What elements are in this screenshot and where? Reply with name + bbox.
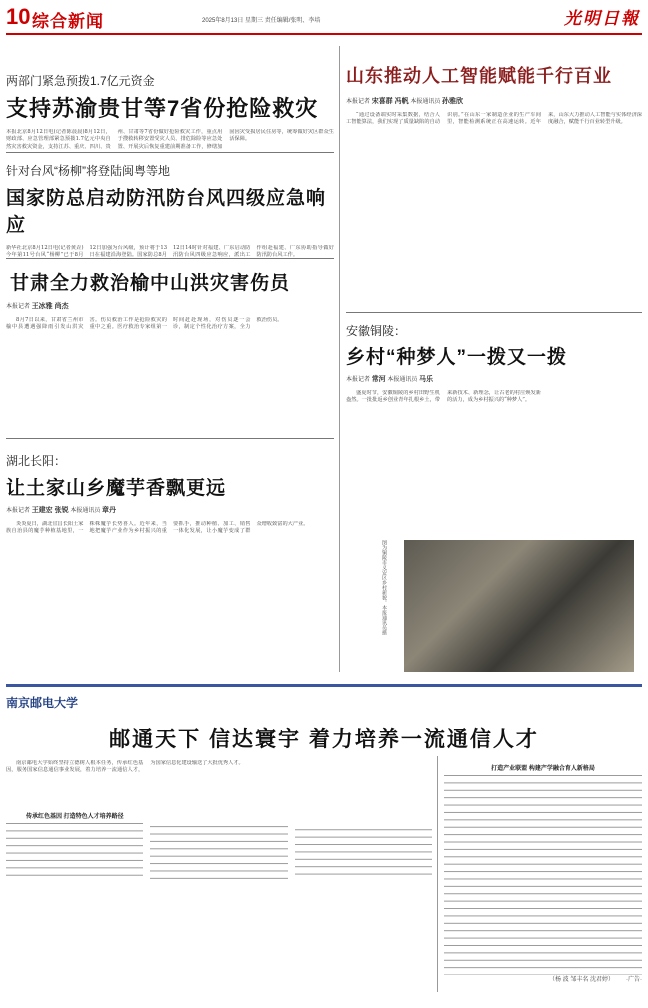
article-headline: 甘肃全力救治榆中山洪灾害伤员 xyxy=(10,273,291,294)
article-body: 新华社北京8月12日电(记者黄垚)今年第11号台风“杨柳”已于8月12日加强为台风级，预计将于13日在福建沿海登陆。国家防总8月12日14时针对福建、广东启动防汛防台风四级应急响应，派出工作组赴福建、广东协助指导做好防汛防台风工作。 xyxy=(6,245,334,259)
article-headline: 支持苏渝贵甘等7省份抢险救灾 xyxy=(6,96,319,121)
article-byline xyxy=(6,505,334,515)
divider xyxy=(6,152,334,153)
feature-text-lines xyxy=(444,775,642,975)
date-line: 2025年8月13日 星期三 责任编辑/张明、李培 xyxy=(202,18,321,24)
article-gansu xyxy=(6,268,334,463)
feature-institution: 南京邮电大学 xyxy=(6,696,79,710)
byline-intern: 马乐 xyxy=(419,376,434,383)
byline-label: 本报记者 xyxy=(346,377,371,383)
divider xyxy=(6,438,334,439)
divider xyxy=(6,258,334,259)
article-hubei xyxy=(6,452,334,706)
article-paragraph: 盛夏时节，安徽铜陵的乡村田野生机盎然。一批批返乡创业青年扎根乡土，带来新技术、新理念，让古老的村庄焕发新的活力，成为乡村振兴的“种梦人”。 xyxy=(346,390,541,404)
feature-subhead: 传承红色基因 打造特色人才培养路径 xyxy=(26,814,124,820)
photo-caption xyxy=(380,540,400,672)
feature-signature: （杨 波 邹丰名 沈君婷） xyxy=(548,977,614,983)
feature-body xyxy=(6,760,432,808)
article-body xyxy=(6,521,334,706)
article-body xyxy=(6,317,334,463)
photo-caption-text: 图为铜陵市义安区乡村新貌。本报通讯员摄 xyxy=(381,540,387,635)
article-typhoon xyxy=(6,162,334,279)
byline-names: 常河 xyxy=(371,376,386,383)
ad-tag: ·广告· xyxy=(626,977,642,983)
byline-intern: 孙雅欣 xyxy=(442,98,463,105)
section-title: 综合新闻 xyxy=(32,12,104,31)
feature-body-right xyxy=(444,760,642,983)
feature-paragraph: 南京邮电大学始终坚持立德树人根本任务，传承红色基因，服务国家信息通信事业发展，着力培养一流通信人才，为国家信息化建设输送了大批优秀人才。 xyxy=(6,760,244,774)
article-shandong xyxy=(346,62,642,302)
column-divider xyxy=(339,46,340,672)
article-headline: 山东推动人工智能赋能千行百业 xyxy=(346,66,612,86)
article-kicker: 针对台风“杨柳”将登陆闽粤等地 xyxy=(6,164,170,178)
byline-names: 王建宏 张锐 xyxy=(31,507,69,514)
article-byline xyxy=(346,374,642,384)
feature-nupt xyxy=(6,694,642,753)
byline-names: 王冰雅 尚杰 xyxy=(31,303,69,310)
byline-names: 宋喜群 冯帆 xyxy=(371,98,409,105)
feature-body-filler xyxy=(444,775,642,975)
feature-subhead: 打造产业联盟 构建产学融合育人新格局 xyxy=(491,766,595,772)
article-byline xyxy=(346,96,642,106)
article-body: 本报北京8月12日电(记者陈晨晨)8月12日，财政部、应急管理部紧急预拨1.7亿元中央自然灾害救灾资金，支持江苏、重庆、四川、贵州、甘肃等7省份做好抢险救灾工作，重点用于搜救转移安置受灾人员、排危除险等应急处置、开展灾后恢复重建前期准备工作，修缮加固因灾受损居民住房等，统筹做好灾区群众生活保障。 xyxy=(6,129,334,150)
article-kicker: 安徽铜陵： xyxy=(346,324,407,338)
feature-text-lines xyxy=(6,823,432,879)
divider xyxy=(346,312,642,313)
feature-headline: 邮通天下 信达寰宇 着力培养一流通信人才 xyxy=(109,728,539,751)
byline-intern-label: 本报通讯员 xyxy=(70,508,101,514)
byline-label: 本报记者 xyxy=(6,508,31,514)
article-headline: 乡村“种梦人”一拨又一拨 xyxy=(346,347,568,368)
article-headline: 让土家山乡魔芋香飘更远 xyxy=(6,478,227,499)
article-paragraph: 炎炎夏日，湖北宜昌长阳土家族自治县的魔芋种植基地里，一株株魔芋长势喜人。近年来，当地把魔芋产业作为乡村振兴的重要抓手，推动种植、加工、销售一体化发展，让小魔芋变成了群众增收致富的大产业。 xyxy=(6,521,309,535)
article-kicker: 两部门紧急预拨1.7亿元资金 xyxy=(6,74,155,88)
article-paragraph: 8月7日以来，甘肃省兰州市榆中县遭遇强降雨引发山洪灾害。伤员救治工作是抢险救灾的重中之重。医疗救治专家组第一时间赶赴现场，对伤员逐一会诊，制定个性化治疗方案，全力救治伤员。 xyxy=(6,317,283,331)
byline-intern-label: 本报通讯员 xyxy=(387,377,418,383)
byline-label: 本报记者 xyxy=(6,304,31,310)
masthead-rule xyxy=(6,33,642,35)
feature-body-left xyxy=(6,760,432,991)
article-paragraph: “通过设备端实时采集数据，结合人工智能算法，我们实现了质量缺陷的自动识别。”在山东一家制造企业的生产车间里，智能检测系统正在高速运转。近年来，山东大力推动人工智能与实体经济深度融合，赋能千行百业转型升级。 xyxy=(346,112,642,126)
page-number: 10 xyxy=(6,4,31,29)
paper-logo: 光明日報 xyxy=(564,9,640,29)
feature-body-filler xyxy=(6,823,432,991)
article-disaster-funds xyxy=(6,72,334,153)
feature-top-bar xyxy=(6,684,642,687)
news-photo xyxy=(404,540,634,672)
byline-label: 本报记者 xyxy=(346,99,371,105)
article-anhui xyxy=(346,322,642,576)
byline-intern-label: 本报通讯员 xyxy=(410,99,441,105)
article-byline xyxy=(6,301,334,311)
article-body xyxy=(346,112,642,302)
feature-divider xyxy=(437,756,438,992)
article-kicker: 湖北长阳： xyxy=(6,454,67,468)
byline-intern: 章丹 xyxy=(102,507,116,514)
article-headline: 国家防总启动防汛防台风四级应急响应 xyxy=(6,188,327,236)
